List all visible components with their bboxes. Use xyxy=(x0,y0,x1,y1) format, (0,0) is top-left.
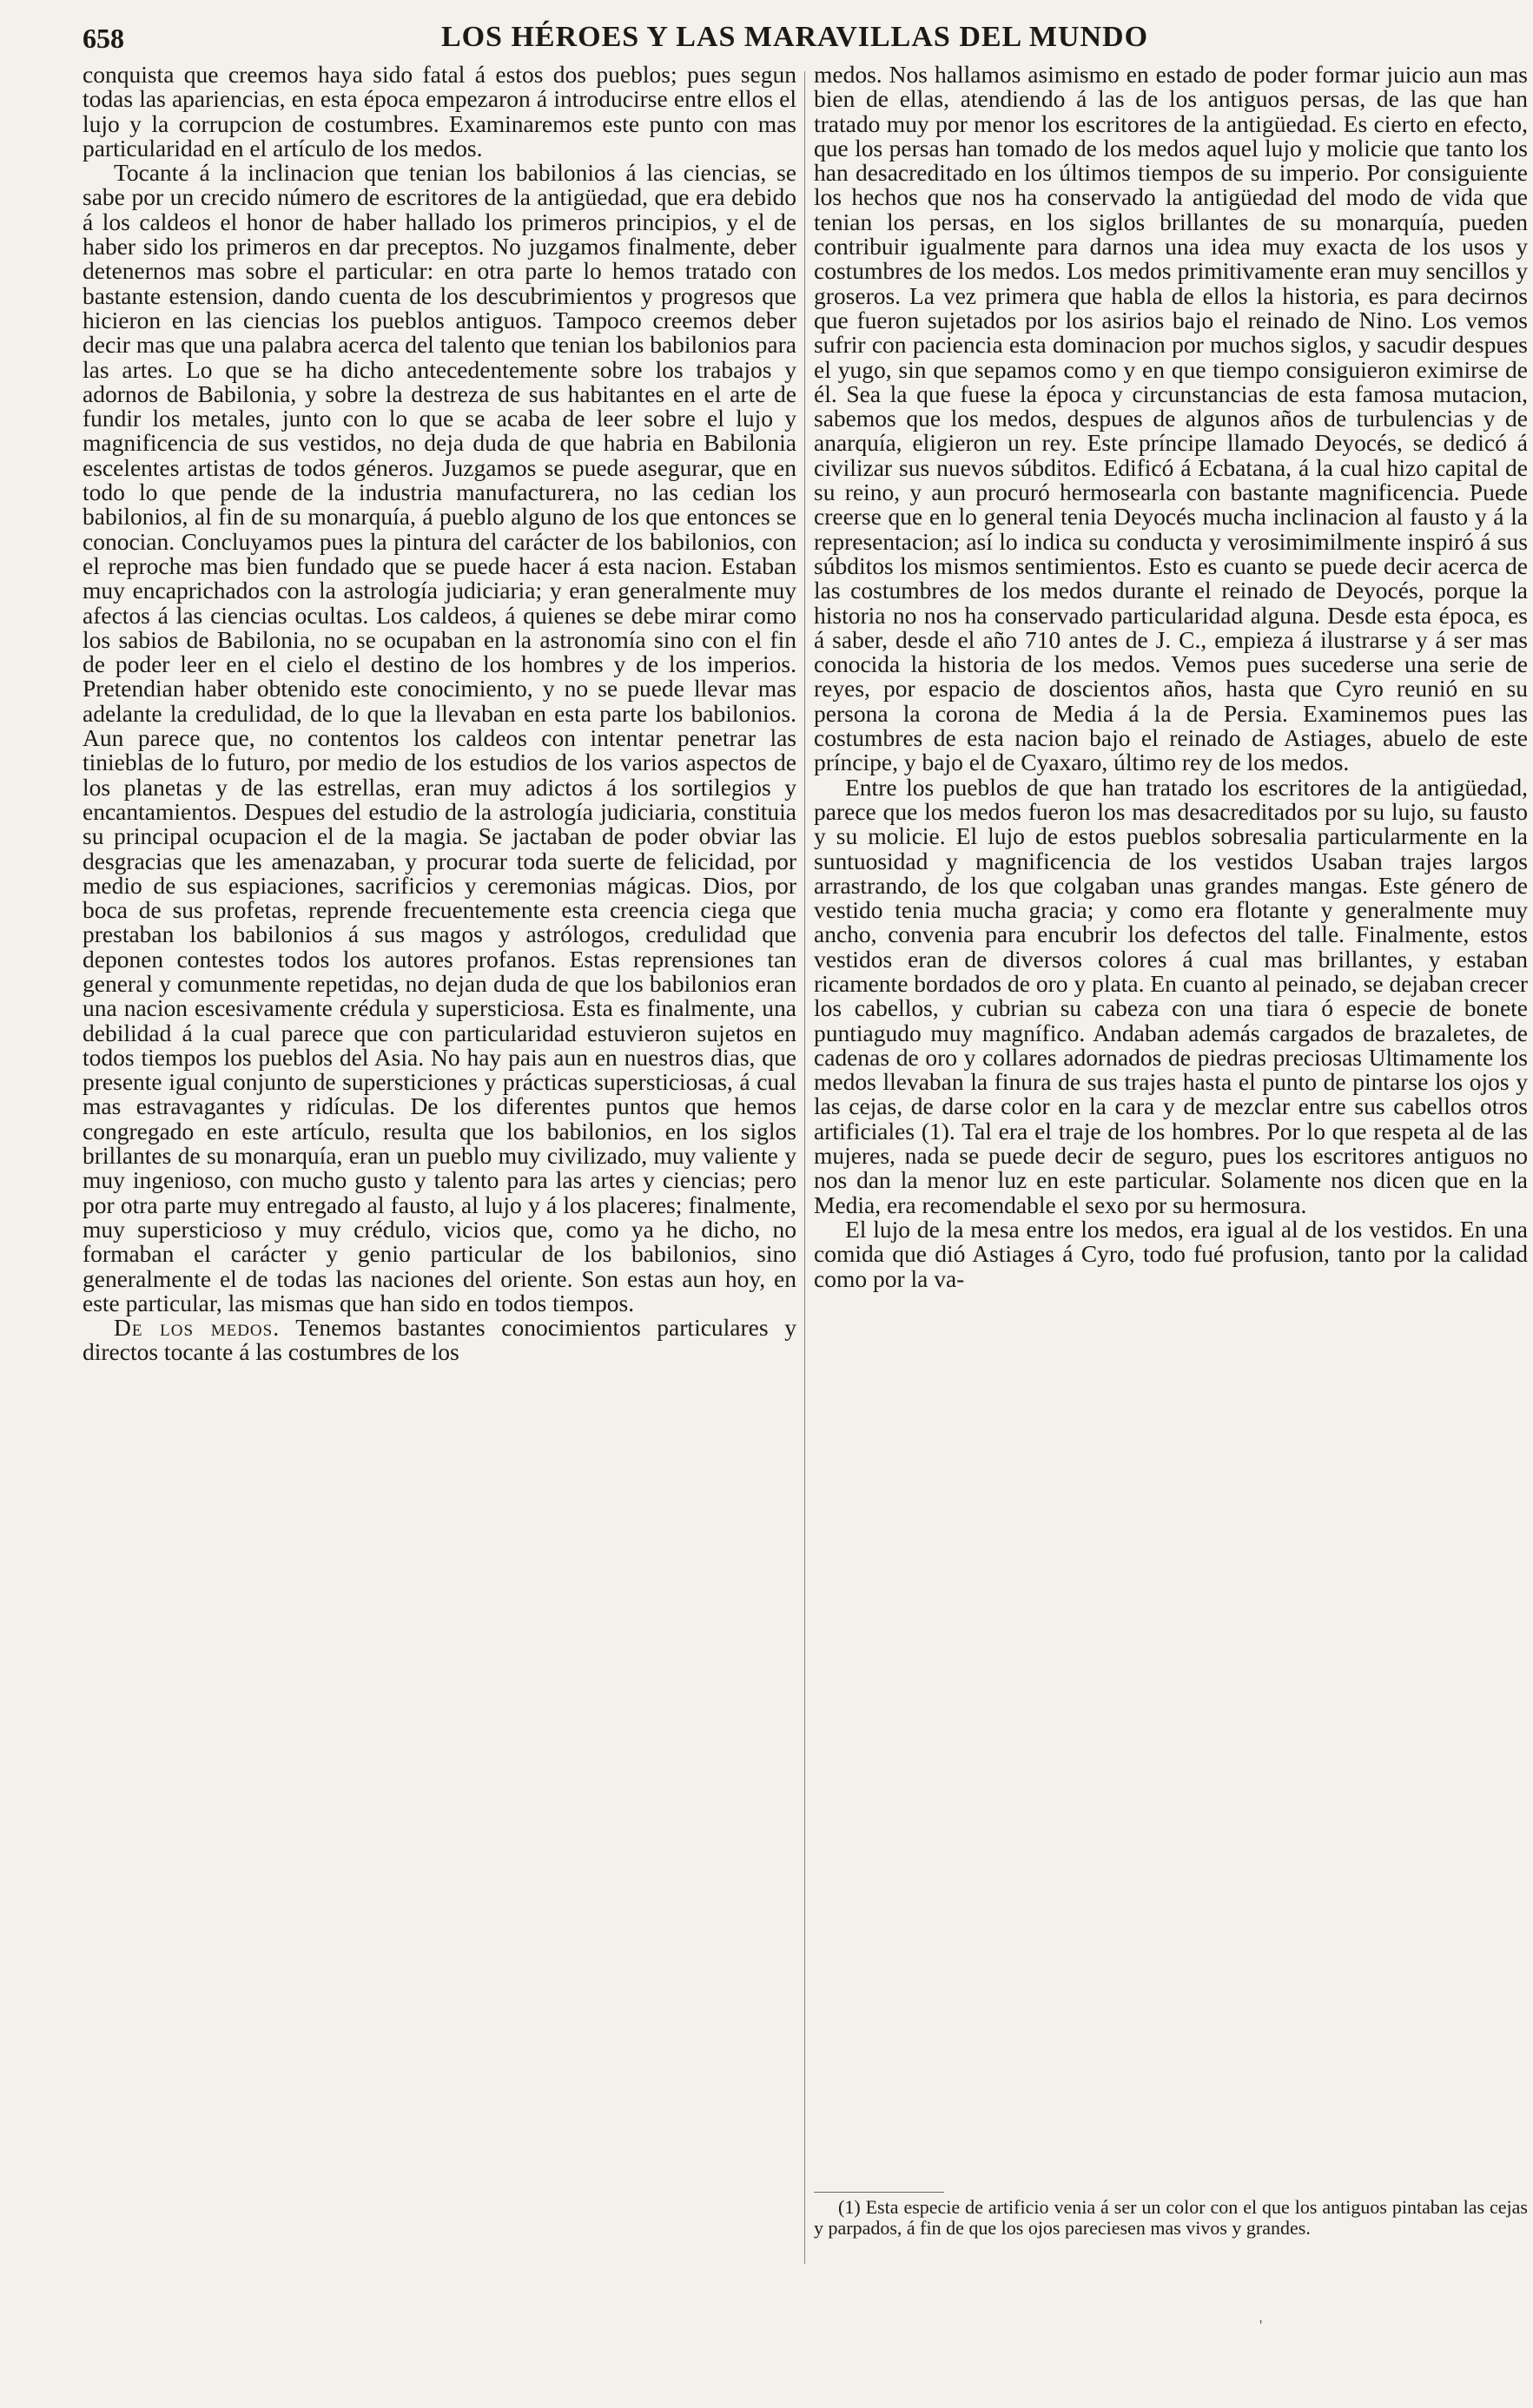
footnote-rule xyxy=(814,2192,944,2193)
page-number: 658 xyxy=(83,23,124,54)
paragraph: medos. Nos hallamos asimismo en estado de poder formar juicio aun mas bien de ellas, atendiendo á las de los antiguos persas, de las que han tratado muy por menor los escritores de la antigüedad. Es cierto en efecto, que los persas han tomado de los medos aquel lujo y molicie que tanto los han desacreditado en los últimos tiempos de su imperio. Por consiguiente los hechos que nos ha conservado la antigüedad del modo de vida que tenian los persas, en los siglos brillantes de su monarquía, pueden contribuir igualmente para darnos una idea muy exacta de los usos y costumbres de los medos. Los medos primitivamente eran muy sencillos y groseros. La vez primera que habla de ellos la historia, es para decirnos que fueron sujetados por los asirios bajo el reinado de Nino. Los vemos sufrir con paciencia esta dominacion por muchos siglos, y sacudir despues el yugo, sin que sepamos como y en que tiempo consiguieron eximirse de él. Sea la que fuese la época y circunstancias de esta famosa mutacion, sabemos que los medos, despues de algunos años de turbulencias y de anarquía, eligieron un rey. Este príncipe llamado Deyocés, se dedicó á civilizar sus nuevos súbditos. Edificó á Ecbatana, á la cual hizo capital de su reino, y aun procuró hermosearla con bastante magnificencia. Puede creerse que en lo general tenia Deyocés mucha inclinacion al fausto y á la representacion; así lo indica su conducta y verosimimilmente inspiró á sus súbditos los mismos sentimientos. Esto es cuanto se puede decir acerca de las costumbres de los medos durante el reinado de Deyocés, porque la historia no nos ha conservado particularidad alguna. Desde esta época, es á saber, desde el año 710 antes de J. C., empieza á ilustrarse y á ser mas conocida la historia de los medos. Vemos pues sucederse una serie de reyes, por espacio de doscientos años, hasta que Cyro reunió en su persona la corona de Media á la de Persia. Examinemos pues las costumbres de esta nacion bajo el reinado de Astiages, abuelo de este príncipe, y bajo el de Cyaxaro, último rey de los medos. xyxy=(814,61,1528,776)
paragraph: Tocante á la inclinacion que tenian los babilonios á las ciencias, se sabe por un crecido número de escritores de la antigüedad, que era debido á los caldeos el honor de haber hallado los primeros principios, y el de haber sido los primeros en dar preceptos. No juzgamos finalmente, deber detenernos mas sobre el particular: en otra parte lo hemos tratado con bastante estension, dando cuenta de los descubrimientos y progresos que hicieron en las ciencias los pueblos antiguos. Tampoco creemos deber decir mas que una palabra acerca del talento que tenian los babilonios para las artes. Lo que se ha dicho antecedentemente sobre los trabajos y adornos de Babilonia, y sobre la destreza de sus habitantes en el arte de fundir los metales, junto con lo que se acaba de leer sobre el lujo y magnificencia de sus vestidos, no deja duda de que habria en Babilonia escelentes artistas de todos géneros. Juzgamos se puede asegurar, que en todo lo que pende de la industria manufacturera, no las cedian los babilonios, al fin de su monarquía, á pueblo alguno de los que entonces se conocian. Concluyamos pues la pintura del carácter de los babilonios, con el reproche mas bien fundado que se puede hacer á esta nacion. Estaban muy encaprichados con la astrología judiciaria; y eran generalmente muy afectos á las ciencias ocultas. Los caldeos, á quienes se debe mirar como los sabios de Babilonia, no se ocupaban en la astronomía sino con el fin de poder leer en el cielo el destino de los hombres y de los imperios. Pretendian haber obtenido este conocimiento, y no se puede llevar mas adelante la credulidad, de lo que la llevaban en esta parte los babilonios. Aun parece que, no contentos los caldeos con intentar penetrar las tinieblas de lo futuro, por medio de los estudios de los varios aspectos de los planetas y de las estrellas, eran muy adictos á los sortilegios y encantamientos. Despues del estudio de la astrología judiciaria, constituia su principal ocupacion el de la magia. Se jactaban de poder obviar las desgracias que les amenazaban, y procurar toda suerte de felicidad, por medio de sus espiaciones, sacrificios y ceremonias mágicas. Dios, por boca de sus profetas, reprende frecuentemente esta creencia ciega que prestaban los babilonios á sus magos y astrólogos, credulidad que deponen contestes todos los autores profanos. Estas reprensiones tan general y comunmente repetidas, no dejan duda de que los babilonios eran una nacion escesivamente crédula y supersticiosa. Esta es finalmente, una debilidad á la cual parece que con particularidad estuvieron sujetos en todos tiempos los pueblos del Asia. No hay pais aun en nuestros dias, que presente igual conjunto de supersticiones y prácticas supersticiosas, á cual mas estravagantes y ridículas. De los diferentes puntos que hemos congregado en este artículo, resulta que los babilonios, en los siglos brillantes de su monarquía, eran un pueblo muy civilizado, muy valiente y muy ingenioso, con mucho gusto y talento para las artes y ciencias; pero por otra parte muy entregado al fausto, al lujo y á los placeres; finalmente, muy supersticioso y muy crédulo, vicios que, como ya he dicho, no formaban el carácter y genio particular de los babilonios, sino generalmente el de todas las naciones del oriente. Son estas aun hoy, en este particular, las mismas que han sido en todos tiempos. xyxy=(83,159,796,1316)
section-heading: De los medos. xyxy=(114,1314,281,1342)
running-title: LOS HÉROES Y LAS MARAVILLAS DEL MUNDO xyxy=(440,21,1149,53)
paragraph: El lujo de la mesa entre los medos, era igual al de los vestidos. En una comida que dió Astiages á Cyro, todo fué profusion, tanto por la calidad como por la va- xyxy=(814,1215,1528,1292)
page-header xyxy=(83,21,1507,59)
paragraph: conquista que creemos haya sido fatal á estos dos pueblos; pues segun todas las apariencias, en esta época empezaron á introducirse entre ellos el lujo y la corrupcion de costumbres. Examinaremos este punto con mas particularidad en el artículo de los medos. xyxy=(83,61,796,162)
print-mark: ' xyxy=(1259,2317,1263,2334)
section-text: Tenemos bastantes conocimientos particulares y directos tocante á las costumbres de los xyxy=(83,1314,796,1366)
left-column xyxy=(83,63,796,1365)
section-paragraph xyxy=(83,1316,796,1365)
footnote xyxy=(814,2197,1528,2239)
column-divider xyxy=(804,71,805,2264)
paragraph: Entre los pueblos de que han tratado los escritores de la antigüedad, parece que los medos fueron los mas desacreditados por su lujo, su fausto y su molicie. El lujo de estos pueblos sobresalia particularmente en la suntuosidad y magnificencia de los vestidos Usaban trajes largos arrastrando, de los que colgaban unas grandes mangas. Este género de vestido tenia mucha gracia; y como era flotante y generalmente muy ancho, convenia para encubrir los defectos del talle. Finalmente, estos vestidos eran de diversos colores á cual mas brillantes, y estaban ricamente bordados de oro y plata. En cuanto al peinado, se dejaban crecer los cabellos, y cubrian su cabeza con una tiara ó especie de bonete puntiagudo muy magnífico. Andaban además cargados de brazaletes, de cadenas de oro y collares adornados de piedras preciosas Ultimamente los medos llevaban la finura de sus trajes hasta el punto de pintarse los ojos y las cejas, de darse color en la cara y de mezclar entre sus cabellos otros artificiales (1). Tal era el traje de los hombres. Por lo que respeta al de las mujeres, nada se puede decir de seguro, pues los escritores antiguos no nos dan la menor luz en este particular. Solamente nos dicen que en la Media, era recomendable el sexo por su hermosura. xyxy=(814,773,1528,1218)
right-column xyxy=(814,63,1528,1291)
footnote-text: (1) Esta especie de artificio venia á ser un color con el que los antiguos pintaban las cejas y parpados, á fin de que los ojos pareciesen mas vivos y grandes. xyxy=(814,2196,1528,2239)
